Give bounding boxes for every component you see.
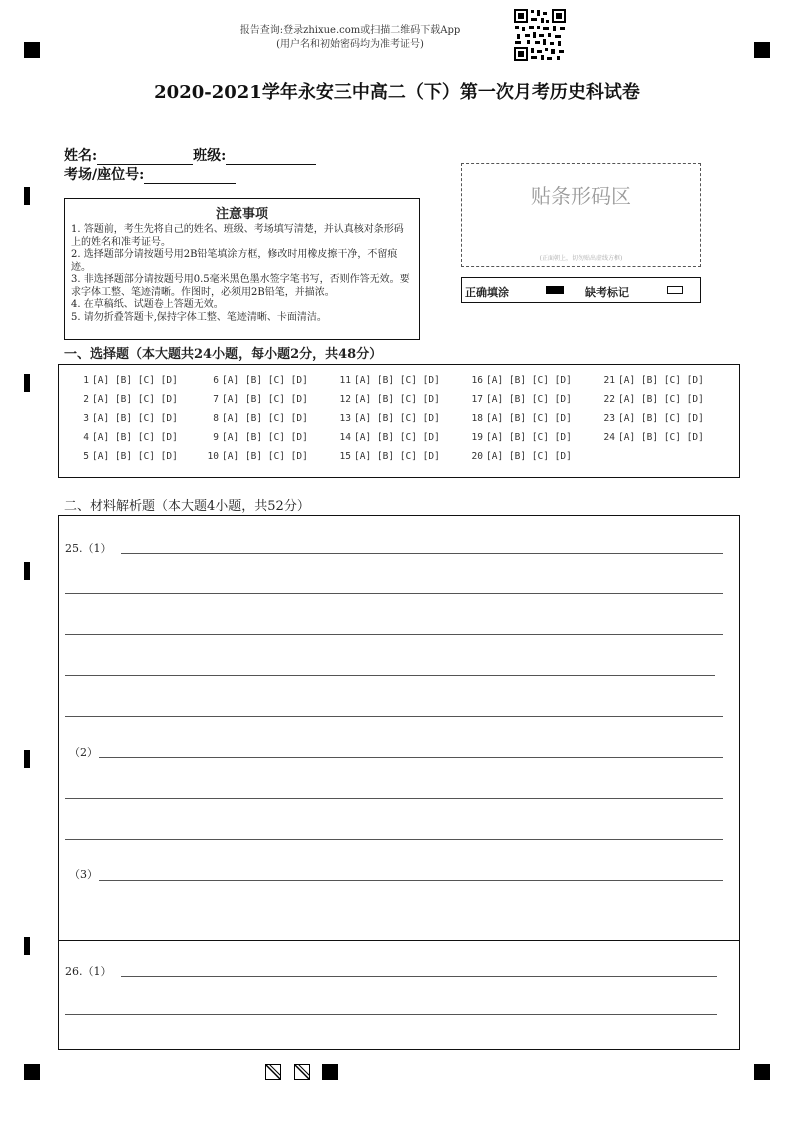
option-bubbles[interactable]: [A] [B] [C] [D]: [486, 413, 572, 424]
answer-line[interactable]: [65, 1014, 717, 1015]
choice-question-18[interactable]: [467, 413, 572, 424]
option-bubbles[interactable]: [A] [B] [C] [D]: [222, 432, 308, 443]
option-bubbles[interactable]: [A] [B] [C] [D]: [92, 451, 178, 462]
side-mark: [24, 562, 30, 580]
choice-question-22[interactable]: [599, 394, 704, 405]
question-number: 7: [213, 394, 219, 405]
answer-line[interactable]: [121, 553, 723, 554]
choice-question-12[interactable]: [335, 394, 440, 405]
option-bubbles[interactable]: [A] [B] [C] [D]: [222, 394, 308, 405]
option-bubbles[interactable]: [A] [B] [C] [D]: [618, 432, 704, 443]
option-bubbles[interactable]: [A] [B] [C] [D]: [92, 394, 178, 405]
option-bubbles[interactable]: [A] [B] [C] [D]: [618, 394, 704, 405]
filled-box-icon: [546, 286, 564, 294]
question-number: 21: [603, 375, 615, 386]
class-label: 班级:: [193, 148, 227, 164]
class-field[interactable]: [226, 150, 316, 165]
q25-3-label: （3）: [69, 868, 98, 881]
absent-mark-label: 缺考标记: [585, 286, 629, 299]
choice-question-6[interactable]: [203, 375, 308, 386]
answer-line[interactable]: [99, 757, 723, 758]
choice-question-10[interactable]: [203, 451, 308, 462]
question-number: 8: [213, 413, 219, 424]
page-title: 2020-2021学年永安三中高二（下）第一次月考历史科试卷: [154, 82, 640, 103]
name-field[interactable]: [97, 150, 193, 165]
side-mark: [24, 750, 30, 768]
q26-label: 26.（1）: [65, 965, 112, 978]
essay-answer-box: [58, 515, 740, 1050]
choice-answer-grid: [58, 364, 740, 478]
corner-mark-bottom-right: [754, 1064, 770, 1080]
option-bubbles[interactable]: [A] [B] [C] [D]: [486, 432, 572, 443]
notice-item: 4. 在草稿纸、试题卷上答题无效。: [71, 299, 224, 310]
option-bubbles[interactable]: [A] [B] [C] [D]: [486, 394, 572, 405]
choice-question-19[interactable]: [467, 432, 572, 443]
correct-fill-label: 正确填涂: [465, 286, 509, 299]
option-bubbles[interactable]: [A] [B] [C] [D]: [354, 413, 440, 424]
header-query-text: 报告查询:登录zhixue.com或扫描二维码下载App: [239, 25, 461, 36]
header-login-hint: (用户名和初始密码均为准考证号): [276, 39, 424, 50]
page-mark-slash-icon: [294, 1064, 310, 1080]
question-number: 10: [207, 451, 219, 462]
q25-2-label: （2）: [69, 746, 98, 759]
seat-row: [64, 164, 236, 184]
question-number: 13: [339, 413, 351, 424]
choice-question-14[interactable]: [335, 432, 440, 443]
question-number: 14: [339, 432, 351, 443]
option-bubbles[interactable]: [A] [B] [C] [D]: [222, 375, 308, 386]
choice-question-23[interactable]: [599, 413, 704, 424]
question-divider: [59, 940, 739, 941]
question-number: 23: [603, 413, 615, 424]
question-number: 12: [339, 394, 351, 405]
answer-line[interactable]: [65, 593, 723, 594]
choice-question-17[interactable]: [467, 394, 572, 405]
option-bubbles[interactable]: [A] [B] [C] [D]: [486, 451, 572, 462]
q25-label: 25.（1）: [65, 542, 112, 555]
choice-question-3[interactable]: [73, 413, 178, 424]
corner-mark-bottom-left: [24, 1064, 40, 1080]
fill-legend: [461, 277, 701, 303]
seat-label: 考场/座位号:: [64, 167, 145, 183]
barcode-area: [461, 163, 701, 267]
choice-question-13[interactable]: [335, 413, 440, 424]
page-mark-slash-icon: [265, 1064, 281, 1080]
answer-line[interactable]: [65, 634, 723, 635]
question-number: 17: [471, 394, 483, 405]
question-number: 15: [339, 451, 351, 462]
name-label: 姓名:: [64, 148, 98, 164]
question-number: 16: [471, 375, 483, 386]
answer-line[interactable]: [65, 675, 715, 676]
option-bubbles[interactable]: [A] [B] [C] [D]: [92, 375, 178, 386]
question-number: 20: [471, 451, 483, 462]
corner-mark-top-right: [754, 42, 770, 58]
page-mark-filled: [322, 1064, 338, 1080]
choice-question-7[interactable]: [203, 394, 308, 405]
side-mark: [24, 937, 30, 955]
side-mark: [24, 187, 30, 205]
notice-item: 5. 请勿折叠答题卡,保持字体工整、笔迹清晰、卡面清洁。: [71, 311, 327, 323]
notice-title: 注意事项: [215, 207, 268, 222]
option-bubbles[interactable]: [A] [B] [C] [D]: [222, 451, 308, 462]
choice-question-15[interactable]: [335, 451, 440, 462]
barcode-label: 贴条形码区: [531, 184, 631, 208]
seat-field[interactable]: [144, 169, 236, 184]
barcode-hint: (正面朝上，切勿贴出虚线方框): [539, 255, 623, 262]
option-bubbles[interactable]: [A] [B] [C] [D]: [354, 432, 440, 443]
choice-question-9[interactable]: [203, 432, 308, 443]
absent-checkbox[interactable]: [667, 286, 683, 294]
question-number: 22: [603, 394, 615, 405]
section2-title: 二、材料解析题（本大题4小题，共52分）: [64, 499, 310, 514]
name-class-row: [64, 145, 316, 165]
option-bubbles[interactable]: [A] [B] [C] [D]: [92, 413, 178, 424]
option-bubbles[interactable]: [A] [B] [C] [D]: [354, 375, 440, 386]
choice-question-11[interactable]: [335, 375, 440, 386]
question-number: 2: [83, 394, 89, 405]
question-number: 18: [471, 413, 483, 424]
notice-item: 1. 答题前，考生先将自己的姓名、班级、考场填写清楚，并认真核对条形码上的姓名和准考证号。: [71, 224, 404, 248]
option-bubbles[interactable]: [A] [B] [C] [D]: [486, 375, 572, 386]
question-number: 9: [213, 432, 219, 443]
question-number: 4: [83, 432, 89, 443]
choice-question-16[interactable]: [467, 375, 572, 386]
notice-box: [64, 198, 420, 340]
answer-line[interactable]: [121, 976, 717, 977]
notice-item: 3. 非选择题部分请按题号用0.5毫米黑色墨水签字笔书写，否则作答无效。要求字体工整、笔迹清晰。作图时，必须用2B铅笔，并描浓。: [71, 274, 410, 298]
choice-question-21[interactable]: [599, 375, 704, 386]
option-bubbles[interactable]: [A] [B] [C] [D]: [222, 413, 308, 424]
option-bubbles[interactable]: [A] [B] [C] [D]: [354, 394, 440, 405]
choice-question-5[interactable]: [73, 451, 178, 462]
option-bubbles[interactable]: [A] [B] [C] [D]: [92, 432, 178, 443]
question-number: 19: [471, 432, 483, 443]
question-number: 24: [603, 432, 615, 443]
answer-line[interactable]: [99, 880, 723, 881]
option-bubbles[interactable]: [A] [B] [C] [D]: [618, 413, 704, 424]
choice-question-24[interactable]: [599, 432, 704, 443]
section1-title: 一、选择题（本大题共24小题，每小题2分，共48分）: [64, 347, 383, 362]
question-number: 5: [83, 451, 89, 462]
choice-question-1[interactable]: [73, 375, 178, 386]
answer-line[interactable]: [65, 798, 723, 799]
side-mark: [24, 374, 30, 392]
option-bubbles[interactable]: [A] [B] [C] [D]: [618, 375, 704, 386]
question-number: 1: [83, 375, 89, 386]
question-number: 11: [339, 375, 351, 386]
corner-mark-top-left: [24, 42, 40, 58]
choice-question-20[interactable]: [467, 451, 572, 462]
choice-question-4[interactable]: [73, 432, 178, 443]
choice-question-8[interactable]: [203, 413, 308, 424]
answer-line[interactable]: [65, 716, 723, 717]
qr-code-icon[interactable]: [513, 8, 567, 62]
question-number: 3: [83, 413, 89, 424]
notice-item: 2. 选择题部分请按题号用2B铅笔填涂方框，修改时用橡皮擦干净，不留痕迹。: [71, 249, 398, 273]
answer-line[interactable]: [65, 839, 723, 840]
choice-question-2[interactable]: [73, 394, 178, 405]
question-number: 6: [213, 375, 219, 386]
option-bubbles[interactable]: [A] [B] [C] [D]: [354, 451, 440, 462]
